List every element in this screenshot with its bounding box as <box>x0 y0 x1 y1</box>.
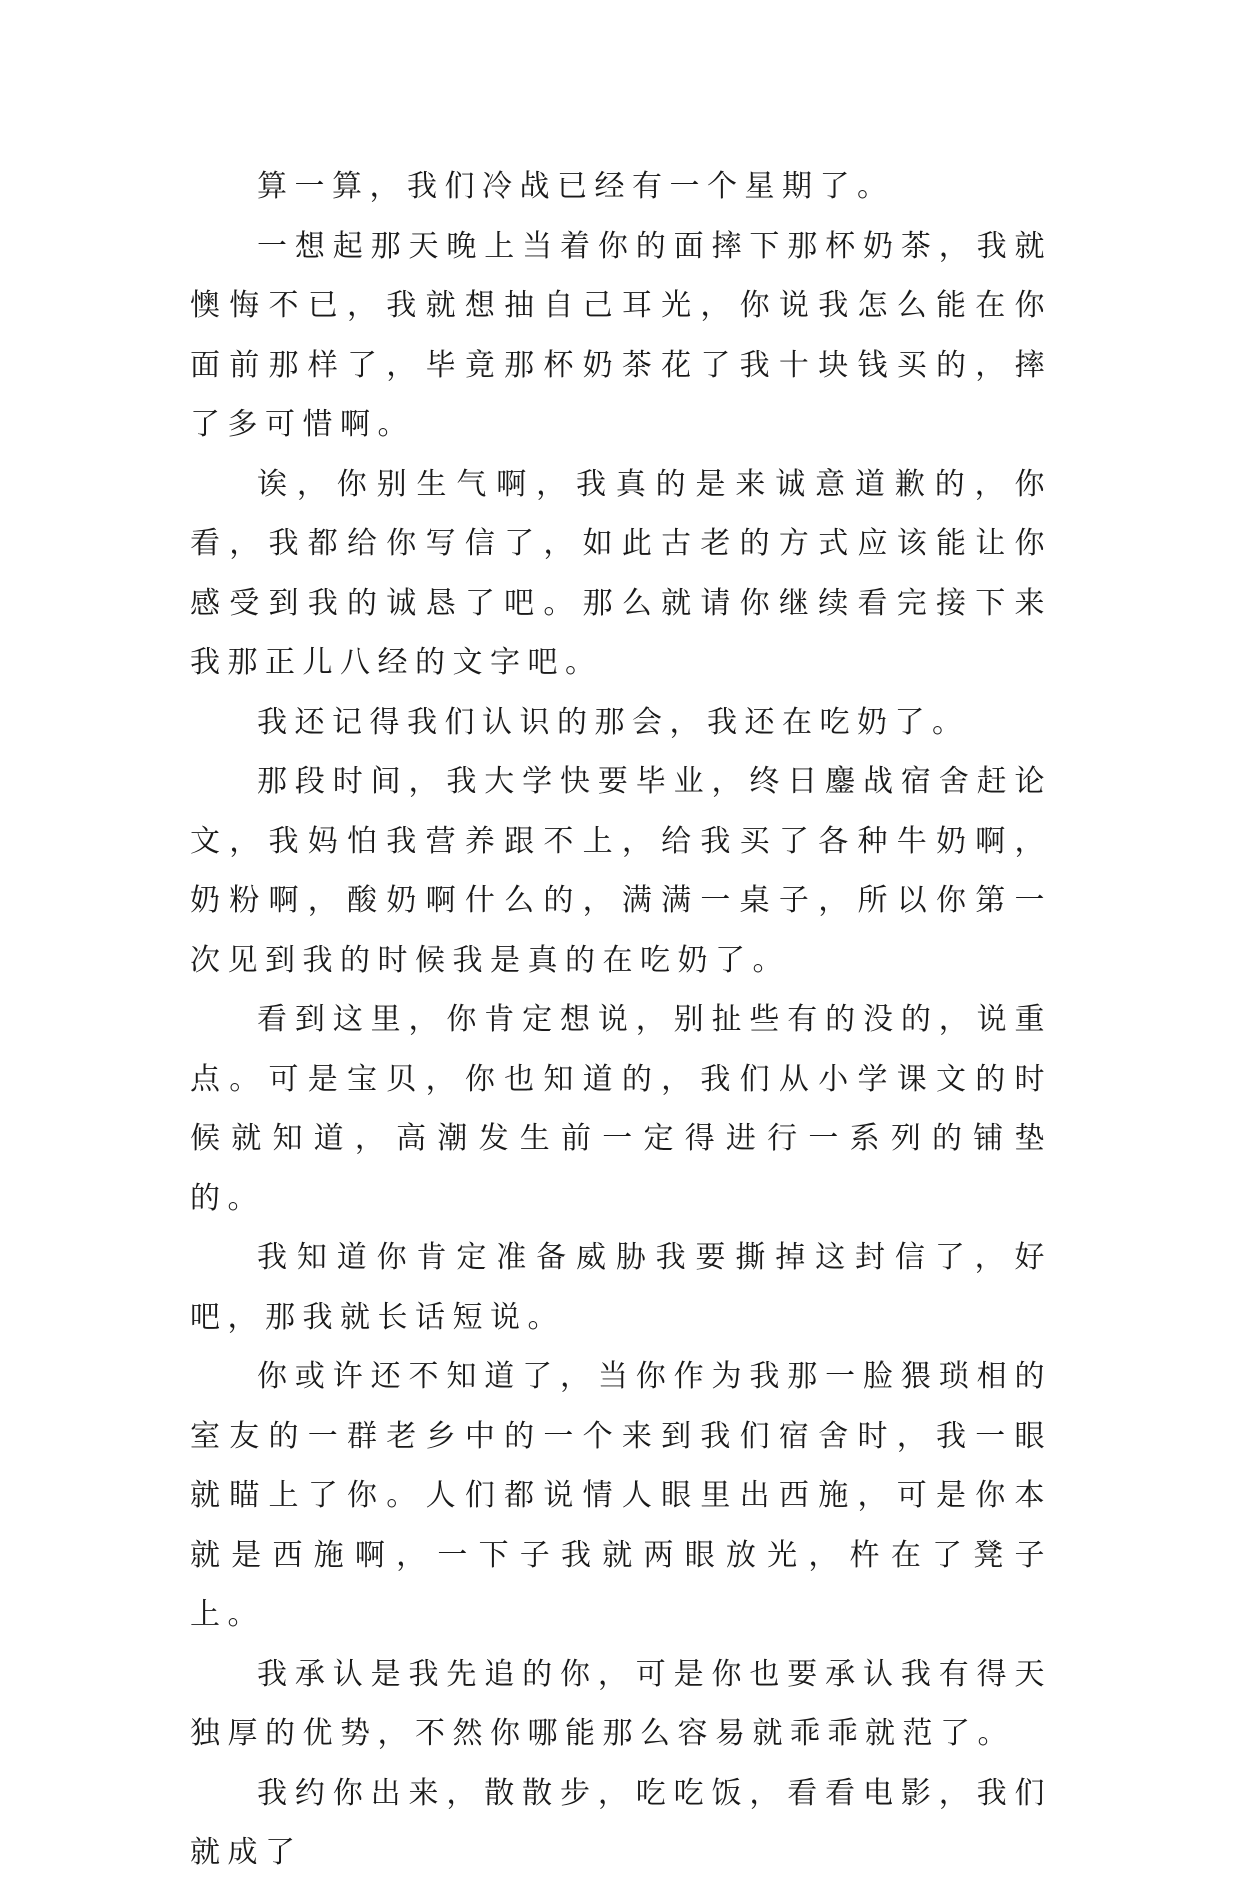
paragraph: 我知道你肯定准备威胁我要撕掉这封信了，好吧，那我就长话短说。 <box>190 1240 1052 1335</box>
paragraph: 诶，你别生气啊，我真的是来诚意道歉的，你看，我都给你写信了，如此古老的方式应该能让你感受到我的诚恳了吧。那么就请你继续看完接下来我那正儿八经的文字吧。 <box>190 466 1052 680</box>
paragraph: 看到这里，你肯定想说，别扯些有的没的，说重点。可是宝贝，你也知道的，我们从小学课文的时候就知道，高潮发生前一定得进行一系列的铺垫的。 <box>190 1002 1052 1216</box>
paragraph: 算一算，我们冷战已经有一个星期了。 <box>257 169 895 204</box>
letter-body <box>190 157 1052 1883</box>
paragraph: 我还记得我们认识的那会，我还在吃奶了。 <box>257 704 970 740</box>
paragraph: 你或许还不知道了，当你作为我那一脸猥琐相的室友的一群老乡中的一个来到我们宿舍时，我一眼就瞄上了你。人们都说情人眼里出西施，可是你本就是西施啊，一下子我就两眼放光，杵在了凳子上。 <box>190 1359 1052 1632</box>
paragraph: 那段时间，我大学快要毕业，终日鏖战宿舍赶论文，我妈怕我营养跟不上，给我买了各种牛奶啊，奶粉啊，酸奶啊什么的，满满一桌子，所以你第一次见到我的时候我是真的在吃奶了。 <box>190 764 1052 978</box>
paragraph: 我约你出来，散散步，吃吃饭，看看电影，我们就成了 <box>190 1775 1052 1870</box>
paragraph: 一想起那天晚上当着你的面摔下那杯奶茶，我就懊悔不已，我就想抽自己耳光，你说我怎么能在你面前那样了，毕竟那杯奶茶花了我十块钱买的，摔了多可惜啊。 <box>190 228 1052 442</box>
paragraph: 我承认是我先追的你，可是你也要承认我有得天独厚的优势，不然你哪能那么容易就乖乖就范了。 <box>190 1656 1052 1751</box>
